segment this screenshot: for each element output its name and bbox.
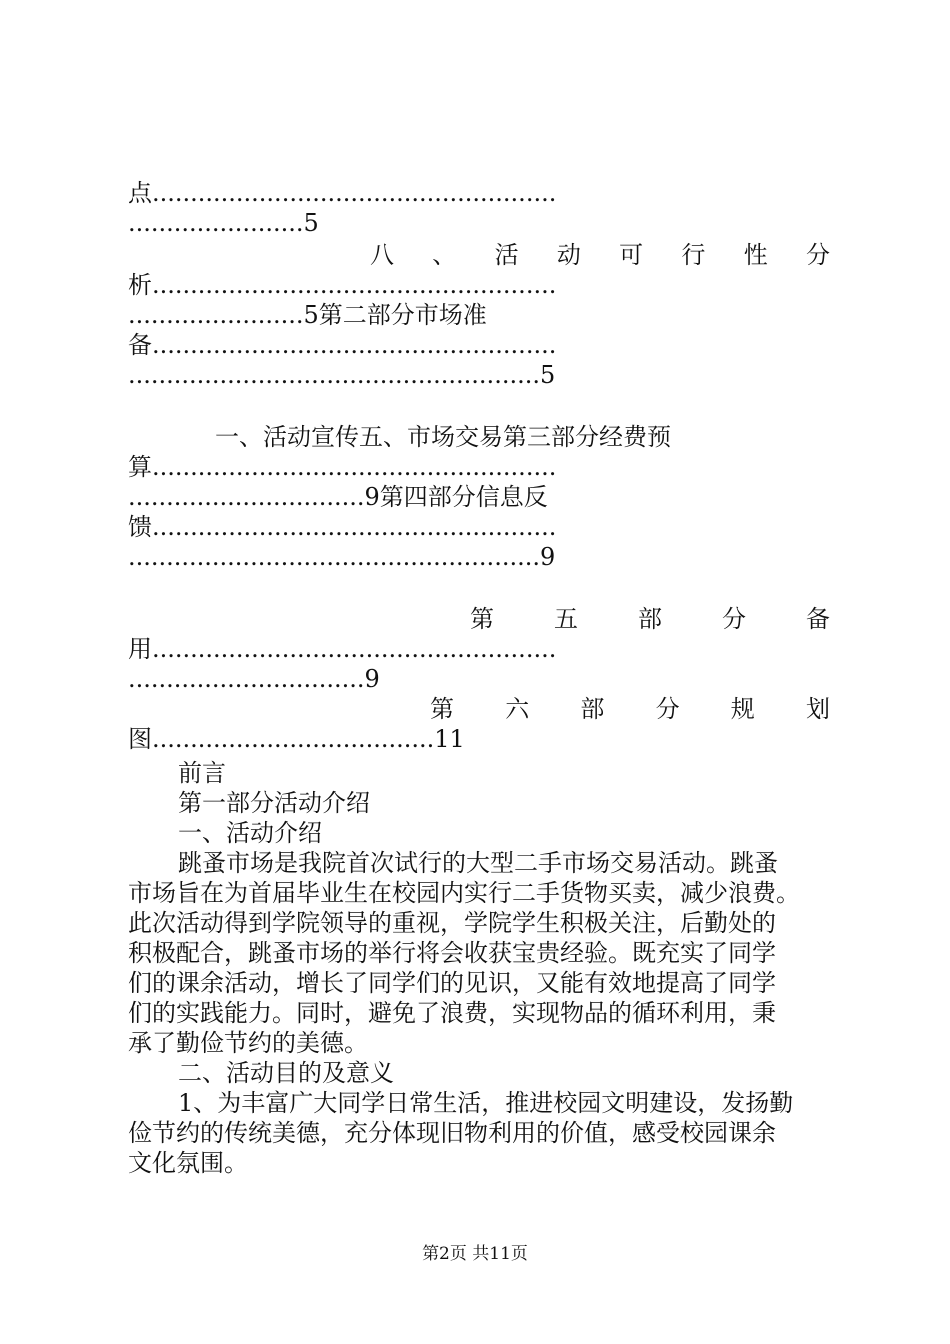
toc-char: 备 <box>806 605 830 633</box>
toc-line: 析..................................................... <box>128 271 557 299</box>
toc-char: 动 <box>556 241 581 269</box>
toc-line: 馈..................................................... <box>128 513 557 541</box>
paragraph-line: 们的课余活动，增长了同学们的见识，又能有效地提高了同学 <box>128 969 776 997</box>
toc-heading-line <box>470 604 830 634</box>
toc-char: 分 <box>722 605 746 633</box>
toc-line: 备..................................................... <box>128 331 557 359</box>
toc-char: 部 <box>638 605 662 633</box>
toc-line: ...............................9第四部分信息反 <box>128 483 548 511</box>
toc-char: 行 <box>681 241 706 269</box>
section-title: 二、活动目的及意义 <box>178 1059 394 1087</box>
paragraph-line: 市场旨在为首届毕业生在校园内实行二手货物买卖，减少浪费。 <box>128 879 800 907</box>
toc-char: 五 <box>554 605 578 633</box>
toc-char: 分 <box>805 241 830 269</box>
toc-heading-line <box>430 694 830 724</box>
toc-line: 算..................................................... <box>128 453 557 481</box>
toc-line: ......................................................9 <box>128 543 556 571</box>
toc-line: 图.....................................11 <box>128 725 465 753</box>
paragraph-line: 俭节约的传统美德，充分体现旧物利用的价值，感受校园课余 <box>128 1119 776 1147</box>
toc-line: .......................5 <box>128 209 319 237</box>
toc-char: 第 <box>430 695 454 723</box>
paragraph-line: 们的实践能力。同时，避免了浪费，实现物品的循环利用，秉 <box>128 999 776 1027</box>
toc-line: ......................................................5 <box>128 361 556 389</box>
toc-char: 八 <box>370 241 394 269</box>
paragraph-line: 文化氛围。 <box>128 1149 248 1177</box>
paragraph-line: 此次活动得到学院领导的重视，学院学生积极关注，后勤处的 <box>128 909 776 937</box>
toc-char: 分 <box>655 695 680 723</box>
toc-heading-line <box>370 240 830 270</box>
paragraph-line: 跳蚤市场是我院首次试行的大型二手市场交易活动。跳蚤 <box>178 849 778 877</box>
toc-char: 活 <box>494 241 519 269</box>
toc-char: 第 <box>470 605 494 633</box>
toc-char: 可 <box>619 241 644 269</box>
section-title: 一、活动介绍 <box>178 819 322 847</box>
toc-char: 性 <box>743 241 768 269</box>
toc-line: 用..................................................... <box>128 635 557 663</box>
toc-line: .......................5第二部分市场准 <box>128 301 487 329</box>
toc-char: 划 <box>805 695 830 723</box>
part-title: 第一部分活动介绍 <box>178 789 370 817</box>
toc-char: 部 <box>580 695 605 723</box>
toc-line: 点..................................................... <box>128 179 557 207</box>
paragraph-line: 承了勤俭节约的美德。 <box>128 1029 368 1057</box>
page-footer: 第2页 共11页 <box>422 1244 528 1264</box>
toc-line: ...............................9 <box>128 665 380 693</box>
toc-char: 、 <box>432 241 457 269</box>
preface-heading: 前言 <box>178 759 226 787</box>
toc-line: 一、活动宣传五、市场交易第三部分经费预 <box>215 423 671 451</box>
paragraph-line: 积极配合，跳蚤市场的举行将会收获宝贵经验。既充实了同学 <box>128 939 776 967</box>
toc-char: 规 <box>730 695 755 723</box>
toc-char: 六 <box>505 695 530 723</box>
paragraph-line: 1、为丰富广大同学日常生活，推进校园文明建设，发扬勤 <box>178 1089 794 1117</box>
